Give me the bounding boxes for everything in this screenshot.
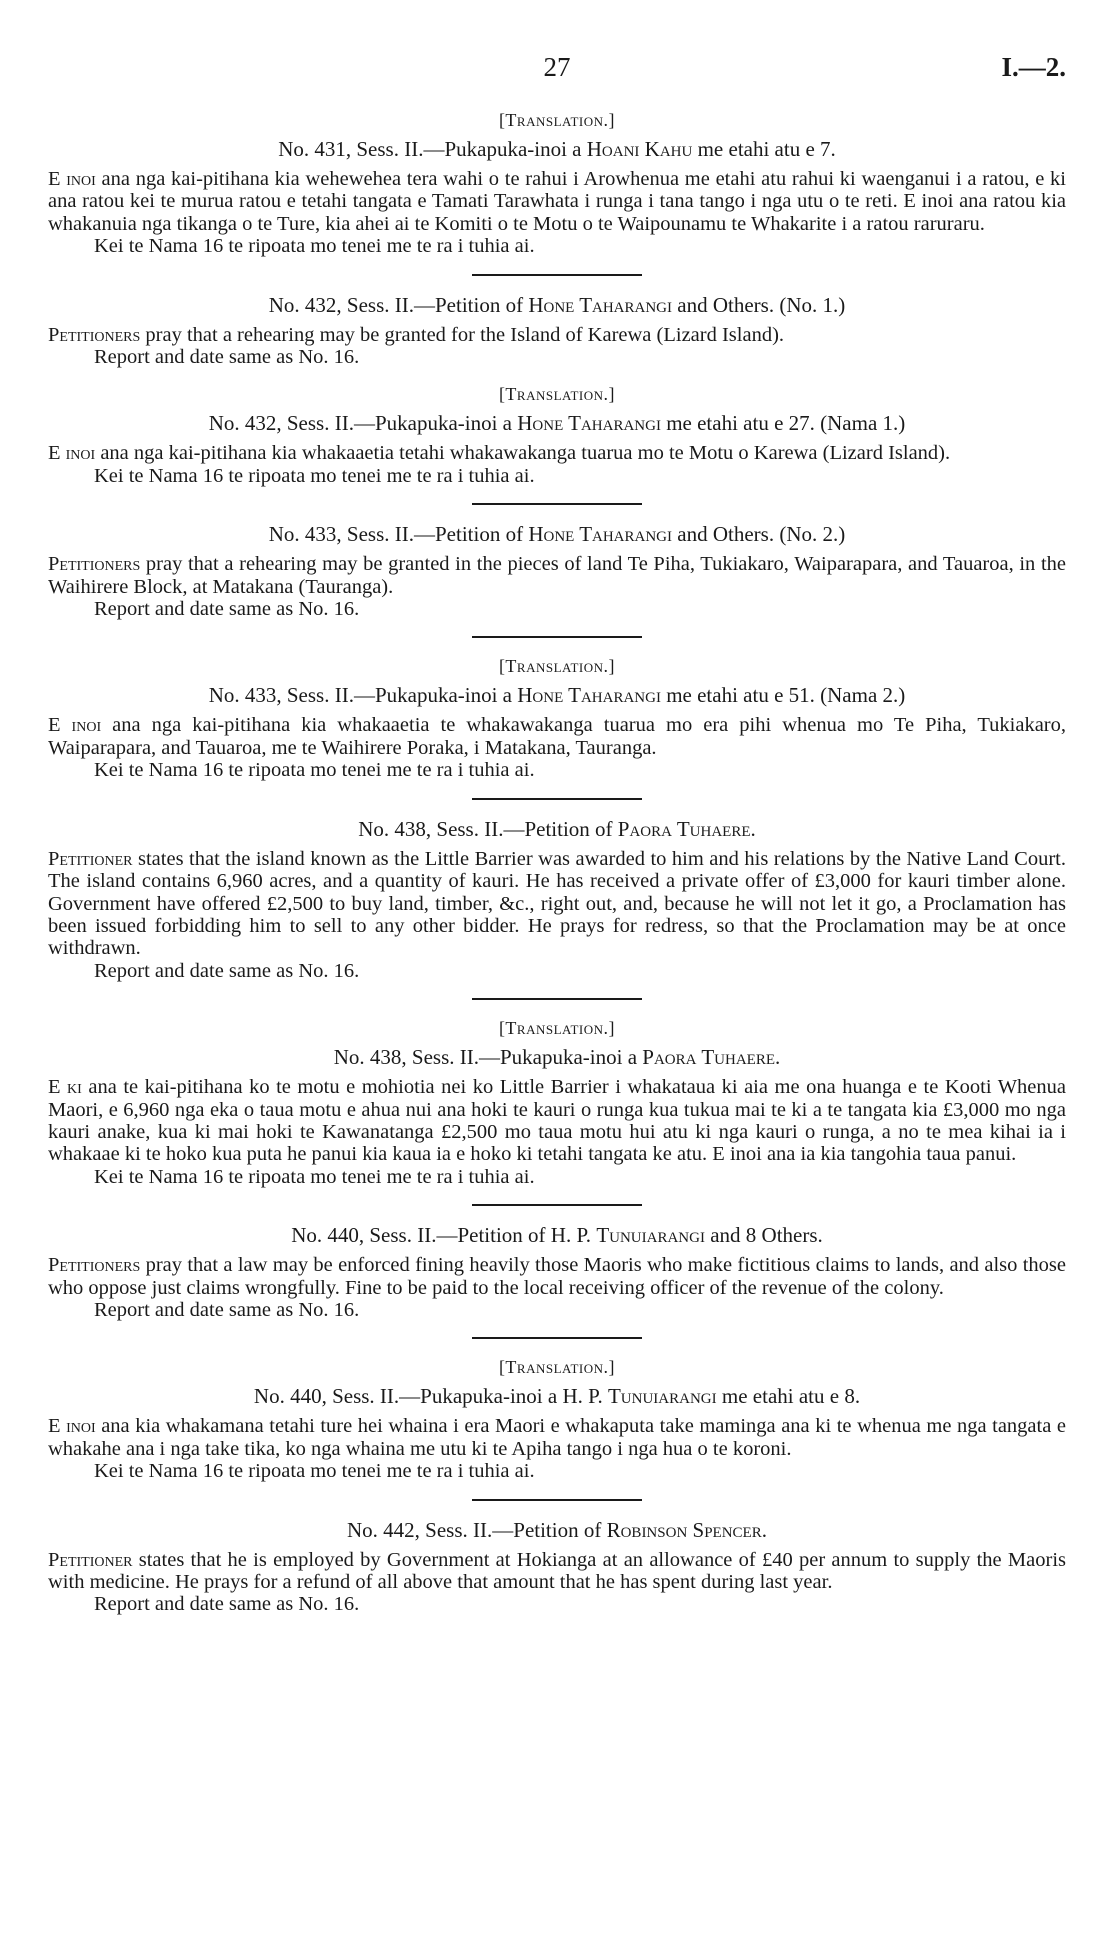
petition-title: No. 440, Sess. II.—Petition of H. P. Tunuiarangi and 8 Others.: [291, 1223, 823, 1248]
petitioner-name: Hone Taharangi: [528, 292, 673, 317]
petitioner-name: Paora Tuhaere: [642, 1045, 776, 1070]
petitioner-name: Paora Tuhaere: [617, 816, 751, 841]
report-line: Report and date same as No. 16.: [94, 598, 360, 621]
report-line: Report and date same as No. 16.: [94, 1298, 360, 1321]
report-line: Report and date same as No. 16.: [94, 1593, 360, 1616]
petition-title: No. 440, Sess. II.—Pukapuka-inoi a H. P. Tunuiarangi me etahi atu e 8.: [253, 1384, 861, 1409]
petition-body: E inoi ana nga kai-pitihana kia wehewehea tera wahi o te rahui i Arowhenua me etahi atu rahui ki waenganui i a ratou, e ki ana ratou kei te murua ratou e tetahi tangata e Tamati Tarawhata i runga i tana tango i nga utu o te reti. E inoi ana ratou kia whakanuia nga tikanga o te Ture, kia ahei ai te Komiti o te Motu o te Waipounamu te Whakarite i a ratou raruraru.: [48, 168, 1066, 235]
petition-entry: [48, 1016, 1066, 1188]
translation-heading: [Translation.]: [498, 1357, 616, 1378]
petition-title: No. 431, Sess. II.—Pukapuka-inoi a Hoani Kahu me etahi atu e 7.: [278, 137, 836, 161]
petition-title: No. 438, Sess. II.—Petition of Paora Tuhaere.: [358, 816, 756, 841]
page-header: [48, 52, 1066, 100]
divider-rule: [472, 274, 642, 276]
translation-heading: [Translation.]: [498, 656, 616, 677]
petition-title: No. 432, Sess. II.—Petition of Hone Taharangi and Others. (No. 1.): [268, 292, 846, 317]
petition-entry: [48, 521, 1066, 620]
divider-rule: [472, 798, 642, 800]
report-line: Kei te Nama 16 te ripoata mo tenei me te ra i tuhia ai.: [94, 759, 535, 782]
document-reference: I.—2.: [1001, 52, 1066, 82]
report-line: Report and date same as No. 16.: [94, 959, 360, 982]
petition-body: E ki ana te kai-pitihana ko te motu e mohiotia nei ko Little Barrier i whakataua ki aia me ona huanga e te Kooti Whenua Maori, e 6,960 nga eka o taua motu e ahua nui ana hoki te kauri o runga kua tukua mai te ki a te tangata kia £3,000 mo nga kauri anake, kua ki mai hoki te Kawanatanga £2,500 mo taua motu hui atu ki nga kauri o runga, a no te mea kihai ia i whakaae ki te hoko kua puta he panui kia kaua ia e hoko ki tetahi tangata ke atu. E inoi ana ia kia tangohia taua panui.: [48, 1076, 1067, 1166]
petition-entry: [48, 292, 1066, 369]
petition-entry: [48, 1355, 1066, 1482]
translation-heading: [Translation.]: [498, 1018, 616, 1039]
petitioner-name: Hone Taharangi: [517, 411, 661, 436]
divider-rule: [472, 1337, 642, 1339]
petition-body: Petitioners pray that a rehearing may be granted for the Island of Karewa (Lizard Island).: [48, 323, 785, 346]
divider-rule: [472, 1499, 642, 1501]
petition-body: E inoi ana nga kai-pitihana kia whakaaetia te whakawakanga tuarua mo era pihi whenua mo Te Piha, Tukiakaro, Waiparapara, and Tauaroa, me te Waihirere Poraka, i Matakana, Tauranga.: [48, 714, 1066, 759]
petition-body: Petitioner states that the island known as the Little Barrier was awarded to him and his relations by the Native Land Court. The island contains 6,960 acres, and a quantity of kauri. He has received a private offer of £3,000 for kauri timber alone. Government have offered £2,500 to buy land, timber, &c., right out, and, because he will not let it go, a Proclamation has been issued forbidding him to sell to any other bidder. He prays for redress, so that the Proclamation may be at once withdrawn.: [48, 847, 1066, 960]
petition-entry: [48, 816, 1066, 982]
divider-rule: [472, 1204, 642, 1206]
petition-entry: [48, 1222, 1066, 1321]
petition-title: No. 433, Sess. II.—Petition of Hone Taharangi and Others. (No. 2.): [268, 522, 846, 547]
petitioner-name: Hoani Kahu: [586, 137, 693, 161]
petition-entry: [48, 108, 1066, 258]
petition-title: No. 433, Sess. II.—Pukapuka-inoi a Hone Taharangi me etahi atu e 51. (Nama 2.): [208, 683, 906, 708]
divider-rule: [472, 998, 642, 1000]
report-line: Kei te Nama 16 te ripoata mo tenei me te ra i tuhia ai.: [94, 464, 535, 487]
petitioner-name: Tunuiarangi: [607, 1384, 717, 1409]
translation-heading: [Translation.]: [498, 110, 616, 130]
divider-rule: [472, 503, 642, 505]
report-line: Kei te Nama 16 te ripoata mo tenei me te ra i tuhia ai.: [94, 1460, 535, 1483]
petitioner-name: Hone Taharangi: [517, 683, 661, 708]
report-line: Kei te Nama 16 te ripoata mo tenei me te ra i tuhia ai.: [94, 235, 535, 258]
petition-body: E inoi ana kia whakamana tetahi ture hei whaina i era Maori e whakaputa take maminga ana ki te whenua me nga tangata e whakahe ana i nga take tika, ko nga whaina me utu ki te Apiha tango i nga hua o te koroni.: [48, 1415, 1066, 1460]
page-number: 27: [543, 52, 571, 82]
divider-rule: [472, 636, 642, 638]
petition-body: E inoi ana nga kai-pitihana kia whakaaetia tetahi whakawakanga tuarua mo te Motu o Karewa (Lizard Island).: [48, 442, 951, 465]
translation-heading: [Translation.]: [498, 384, 616, 405]
petition-body: Petitioner states that he is employed by Government at Hokianga at an allowance of £40 per annum to supply the Maoris with medicine. He prays for a refund of all above that amount that he has spent during last year.: [48, 1548, 1066, 1593]
petition-entry: [48, 382, 1066, 487]
petition-body: Petitioners pray that a rehearing may be granted in the pieces of land Te Piha, Tukiakaro, Waiparapara, and Tauaroa, in the Waihirere Block, at Matakana (Tauranga).: [48, 553, 1066, 598]
petition-entry: [48, 654, 1066, 781]
petition-title: No. 432, Sess. II.—Pukapuka-inoi a Hone Taharangi me etahi atu e 27. (Nama 1.): [208, 411, 906, 436]
petition-body: Petitioners pray that a law may be enforced fining heavily those Maoris who make fictitious claims to lands, and also those who oppose just claims wrongfully. Fine to be paid to the local receiving officer of the revenue of the colony.: [48, 1254, 1066, 1299]
petitioner-name: Robinson Spencer: [606, 1517, 762, 1542]
petitioner-name: Hone Taharangi: [528, 522, 673, 547]
petition-entry: [48, 1517, 1066, 1616]
report-line: Report and date same as No. 16.: [94, 346, 360, 369]
petition-title: No. 438, Sess. II.—Pukapuka-inoi a Paora Tuhaere.: [333, 1045, 781, 1070]
document-page: [48, 52, 1066, 1616]
petition-title: No. 442, Sess. II.—Petition of Robinson Spencer.: [347, 1517, 767, 1542]
report-line: Kei te Nama 16 te ripoata mo tenei me te ra i tuhia ai.: [94, 1165, 535, 1188]
petitioner-name: Tunuiarangi: [596, 1223, 705, 1248]
